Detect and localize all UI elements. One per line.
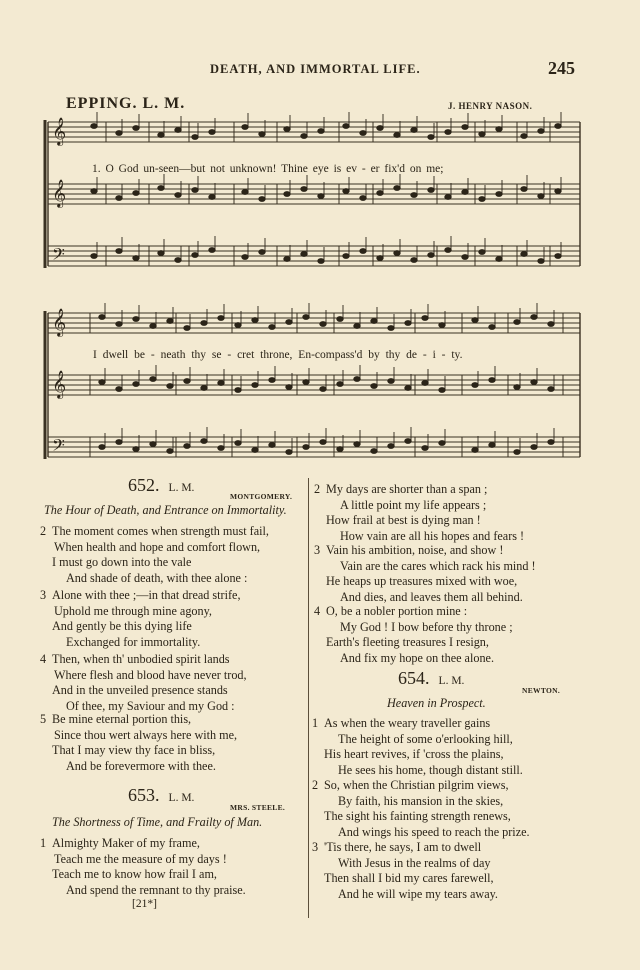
hymn-653-heading (128, 785, 195, 807)
verse-line: He sees his home, though distant still. (338, 762, 523, 777)
verse-line: Vain his ambition, noise, and show ! (326, 543, 504, 557)
verse-number: 1 (40, 836, 47, 850)
verse-line: Of thee, my Saviour and my God : (66, 698, 235, 713)
verse-line: The height of some o'erlooking hill, (338, 731, 513, 746)
verse-line: How vain are all his hopes and fears ! (340, 528, 525, 543)
verse-line: And fix my hope on thee alone. (340, 650, 494, 665)
svg-text:𝄞: 𝄞 (52, 370, 67, 398)
verse-line: Teach me to know how frail I am, (52, 867, 217, 881)
verse-number: 3 (314, 543, 321, 557)
verse-line: The sight his fainting strength renews, (324, 809, 511, 823)
verse-number: 1 (312, 716, 319, 730)
verse-line: He heaps up treasures mixed with woe, (326, 574, 518, 588)
hymn-653-verse-4 (314, 604, 513, 666)
verse-line: My days are shorter than a span ; (326, 482, 488, 496)
verse-line: Since thou wert always here with me, (54, 727, 238, 742)
hymn-meter: L. M. (438, 675, 465, 687)
verse-line: By faith, his mansion in the skies, (338, 793, 504, 808)
verse-line: When health and hope and comfort flown, (54, 539, 261, 554)
hymn-654-verse-2 (312, 778, 530, 840)
signature-mark: [21*] (132, 898, 157, 910)
verse-line: I must go down into the vale (52, 555, 192, 569)
verse-number: 4 (314, 604, 321, 618)
hymn-654-subtitle: Heaven in Prospect. (387, 696, 486, 710)
hymn-number: 653. (128, 785, 160, 805)
verse-line: 'Tis there, he says, I am to dwell (324, 840, 482, 854)
verse-number: 3 (40, 588, 47, 602)
hymn-654-verse-1 (312, 716, 523, 778)
lyric-line-system-2: I dwell be - neath thy se - cret throne, En-compass'd by thy de - i - ty. (93, 349, 463, 361)
verse-number: 3 (312, 840, 319, 854)
verse-number: 4 (40, 652, 47, 666)
verse-line: How frail at best is dying man ! (326, 513, 481, 527)
hymn-652-subtitle: The Hour of Death, and Entrance on Immortality. (44, 503, 287, 517)
tune-name: EPPING. L. M. (66, 95, 186, 112)
verse-number: 5 (40, 712, 47, 726)
verse-line: My God ! I bow before thy throne ; (340, 619, 513, 634)
verse-line: As when the weary traveller gains (324, 716, 491, 730)
verse-line: Then, when th' unbodied spirit lands (52, 652, 230, 666)
verse-line: That I may view thy face in bliss, (52, 743, 216, 757)
hymn-652-verse-4 (40, 652, 247, 714)
svg-text:𝄞: 𝄞 (52, 308, 67, 336)
svg-text:𝄞: 𝄞 (52, 179, 67, 207)
verse-line: And wings his speed to reach the prize. (338, 824, 530, 839)
page-number: 245 (548, 58, 575, 78)
svg-text:𝄢: 𝄢 (52, 244, 65, 268)
column-divider (308, 478, 309, 918)
hymn-652-verse-2 (40, 524, 269, 586)
hymn-653-author: MRS. STEELE. (230, 803, 286, 812)
tune-composer: J. HENRY NASON. (448, 101, 533, 111)
hymn-652-heading (128, 475, 195, 497)
verse-line: Vain are the cares which rack his mind ! (340, 558, 536, 573)
verse-number: 2 (314, 482, 321, 496)
verse-line: And spend the remnant to thy praise. (66, 882, 246, 897)
verse-line: So, when the Christian pilgrim views, (324, 778, 509, 792)
verse-line: Alone with thee ;—in that dread strife, (52, 588, 241, 602)
hymn-meter: L. M. (168, 792, 195, 804)
hymn-653-verse-3 (314, 543, 536, 605)
verse-line: Then shall I bid my cares farewell, (324, 871, 494, 885)
verse-line: Be mine eternal portion this, (52, 712, 192, 726)
verse-line: Where flesh and blood have never trod, (54, 667, 247, 682)
running-header: DEATH, AND IMMORTAL LIFE. (210, 62, 421, 76)
hymn-number: 654. (398, 668, 430, 688)
verse-line: Teach me the measure of my days ! (54, 851, 227, 866)
verse-number: 2 (312, 778, 319, 792)
verse-line: Almighty Maker of my frame, (52, 836, 200, 850)
verse-line: A little point my life appears ; (340, 497, 487, 512)
svg-text:𝄢: 𝄢 (52, 435, 65, 459)
hymn-654-heading (398, 668, 465, 690)
hymn-654-author: NEWTON. (522, 686, 561, 695)
verse-line: And gently be this dying life (52, 619, 192, 633)
verse-line: And dies, and leaves them all behind. (340, 589, 523, 604)
verse-line: O, be a nobler portion mine : (326, 604, 468, 618)
lyric-line-system-1: 1. O God un-seen—but not unknown! Thine eye is ev - er fix'd on me; (92, 163, 444, 175)
verse-line: And be forevermore with thee. (66, 758, 216, 773)
verse-line: Earth's fleeting treasures I resign, (326, 635, 489, 649)
verse-line: His heart revives, if 'cross the plains, (324, 747, 504, 761)
hymn-652-verse-3 (40, 588, 241, 650)
hymn-meter: L. M. (168, 482, 195, 494)
verse-line: With Jesus in the realms of day (338, 855, 491, 870)
verse-line: Uphold me through mine agony, (54, 603, 212, 618)
verse-line: And shade of death, with thee alone : (66, 570, 248, 585)
hymn-number: 652. (128, 475, 160, 495)
verse-line: And he will wipe my tears away. (338, 886, 498, 901)
hymn-653-subtitle: The Shortness of Time, and Frailty of Man. (52, 815, 263, 829)
hymn-653-verse-1 (40, 836, 246, 898)
hymn-654-verse-3 (312, 840, 498, 902)
svg-text:𝄞: 𝄞 (52, 117, 67, 145)
verse-number: 2 (40, 524, 47, 538)
hymn-653-verse-2 (314, 482, 524, 544)
music-score (0, 0, 640, 470)
hymn-652-author: MONTGOMERY. (230, 492, 293, 501)
verse-line: The moment comes when strength must fail, (52, 524, 269, 538)
verse-line: Exchanged for immortality. (66, 634, 201, 649)
hymn-652-verse-5 (40, 712, 237, 774)
verse-line: And in the unveiled presence stands (52, 683, 228, 697)
